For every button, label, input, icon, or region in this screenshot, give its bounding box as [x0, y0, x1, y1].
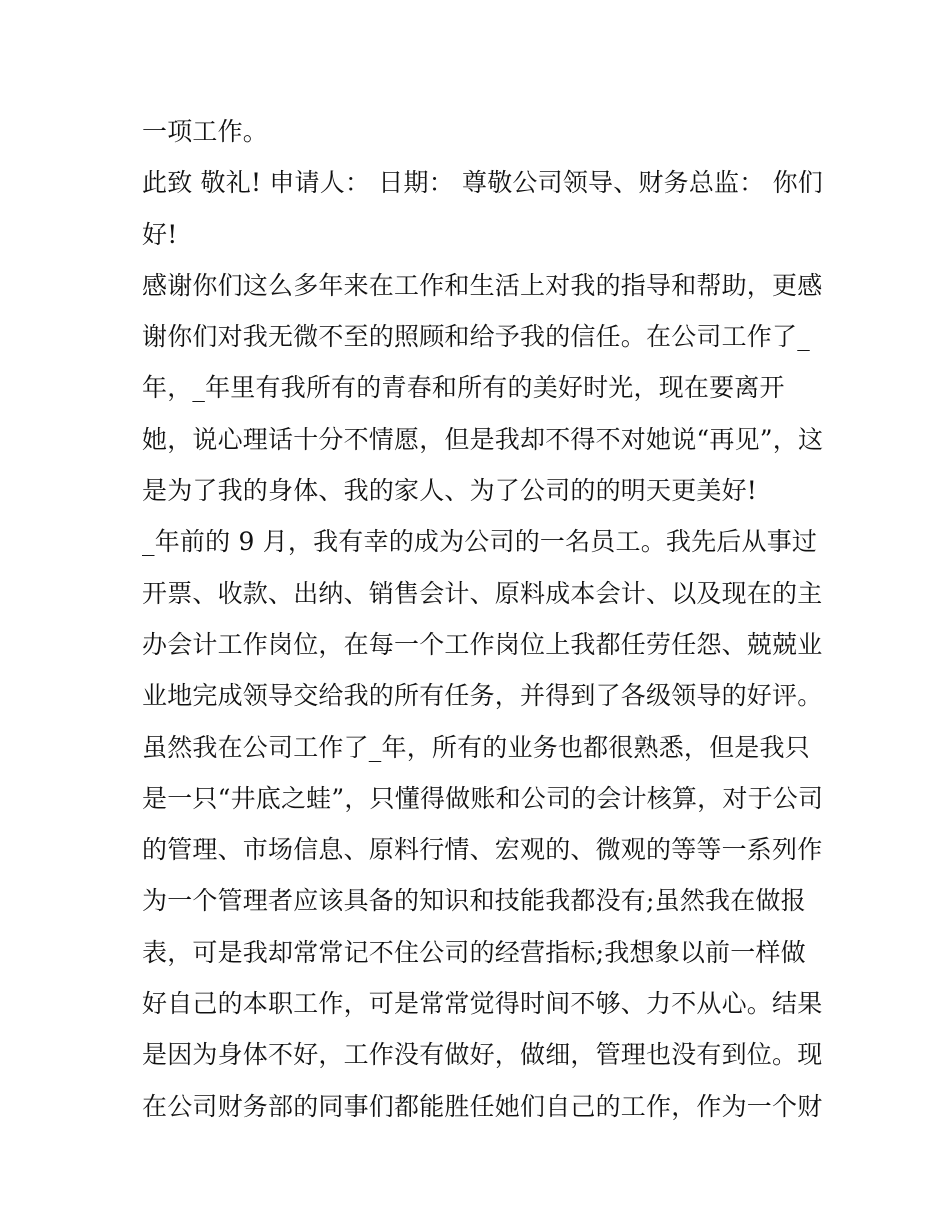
text-line: 年，_年里有我所有的青春和所有的美好时光，现在要离开: [142, 373, 785, 403]
text-line: 是为了我的身体、我的家人、为了公司的的明天更美好!: [142, 476, 758, 506]
text-line: 是因为身体不好，工作没有做好，做细，管理也没有到位。现: [142, 1040, 823, 1070]
text-line: 办会计工作岗位，在每一个工作岗位上我都任劳任怨、兢兢业: [142, 629, 823, 659]
text-line: 好自己的本职工作，可是常常觉得时间不够、力不从心。结果: [142, 989, 823, 1019]
text-line: 为一个管理者应该具备的知识和技能我都没有;虽然我在做报: [142, 886, 806, 916]
text-line: 感谢你们这么多年来在工作和生活上对我的指导和帮助，更感: [142, 270, 823, 300]
letter-body: [142, 106, 822, 1132]
text-line: 是一只“井底之蛙”，只懂得做账和公司的会计核算，对于公司: [142, 783, 824, 813]
text-line: _年前的 9 月，我有幸的成为公司的一名员工。我先后从事过: [142, 527, 818, 557]
text-line: 此致 敬礼! 申请人： 日期： 尊敬公司领导、财务总监： 你们: [142, 168, 823, 198]
text-line: 好!: [142, 219, 178, 249]
text-line: 谢你们对我无微不至的照顾和给予我的信任。在公司工作了_: [142, 322, 810, 352]
text-line: 在公司财务部的同事们都能胜任她们自己的工作，作为一个财: [142, 1091, 823, 1121]
text-line: 业地完成领导交给我的所有任务，并得到了各级领导的好评。: [142, 681, 823, 711]
text-line: 虽然我在公司工作了_年，所有的业务也都很熟悉，但是我只: [142, 732, 810, 762]
text-line: 开票、收款、出纳、销售会计、原料成本会计、以及现在的主: [142, 578, 823, 608]
text-line: 她，说心理话十分不情愿，但是我却不得不对她说“再见”，这: [142, 424, 824, 454]
text-line: 的管理、市场信息、原料行情、宏观的、微观的等等一系列作: [142, 835, 823, 865]
text-line: 表，可是我却常常记不住公司的经营指标;我想象以前一样做: [142, 937, 806, 967]
text-line: 一项工作。: [142, 117, 269, 146]
